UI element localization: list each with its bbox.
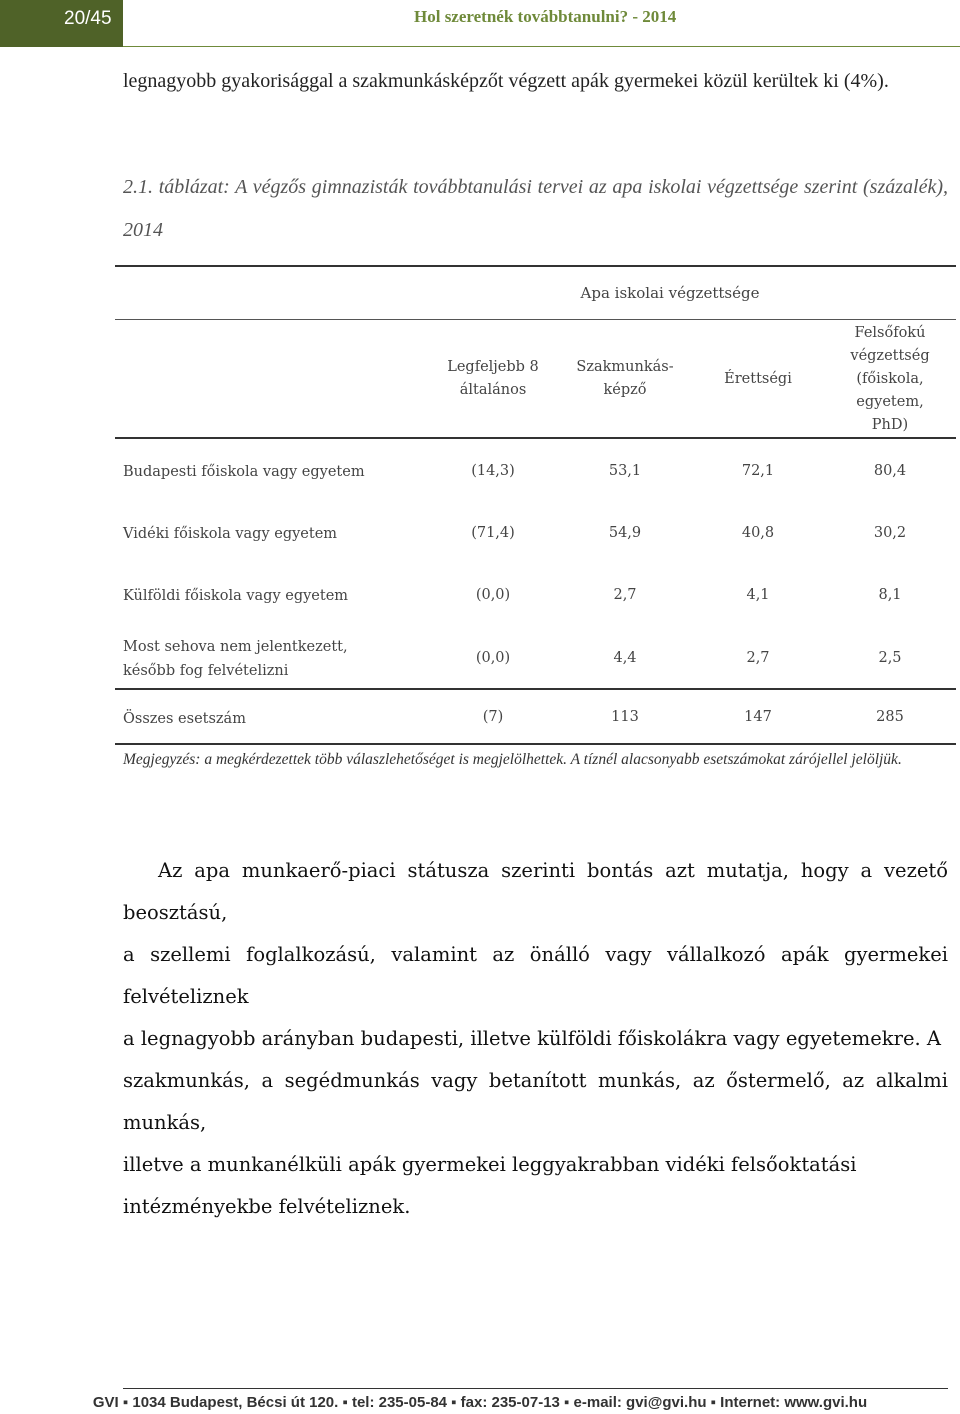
total-top-rule (115, 688, 956, 690)
col-header-higher: Felsőfokú végzettség (főiskola, egyetem, PhD) (850, 325, 930, 433)
intro-text: legnagyobb gyakorisággal a szakmunkásképzőt végzett apák gyermekei közül kerültek ki (4%). (123, 70, 889, 92)
col-header-secondary: Érettségi (724, 371, 792, 387)
header-bottom-rule (115, 437, 956, 439)
cell: 40,8 (741, 525, 775, 541)
row-label-kulfold: Külföldi főiskola vagy egyetem (123, 588, 349, 604)
group-rule (115, 319, 956, 320)
cell: 80,4 (873, 463, 907, 479)
cell: (71,4) (471, 525, 515, 541)
paragraph-line: szakmunkás, a segédmunkás vagy betanított munkás, az őstermelő, az alkalmi munkás, (123, 1069, 948, 1134)
header-rule (123, 46, 960, 47)
page-number: 20/45 (0, 0, 123, 47)
paragraph-line: a szellemi foglalkozású, valamint az önálló vagy vállalkozó apák gyermekei felvételiznek (123, 943, 948, 1008)
cell: 4,4 (613, 650, 637, 666)
table-caption: 2.1. táblázat: A végzős gimnazisták továbbtanulási tervei az apa iskolai végzettsége szerint (százalék), 2014 (123, 176, 948, 241)
cell: (14,3) (471, 463, 515, 479)
header-title: Hol szeretnék továbbtanulni? - 2014 (414, 7, 677, 26)
row-label-budapest: Budapesti főiskola vagy egyetem (123, 464, 365, 480)
col-header-vocational: Szakmunkás- képző (576, 359, 674, 398)
footer-rule (123, 1388, 948, 1389)
row-label-videk: Vidéki főiskola vagy egyetem (123, 526, 338, 542)
data-table: Apa iskolai végzettsége Legfeljebb 8 általános Szakmunkás- képző Érettségi Felsőfokú végzettség (főiskola, egyetem, PhD) Budapesti főiskola vagy egyetem (14,3) 53,1 72,1 80,4 Vidéki főiskola vagy egyetem (71,4) 54,9 40,8 30,2 Külföldi főiskola vagy egyetem (0,0) 2,7 4,1 8,1 Most sehova nem jelentkezett, később fog felvételizni (0,0) 4,4 2,7 2,5 Összes esetszám (7) 113 147 285 (115, 265, 956, 745)
cell: 30,2 (873, 525, 907, 541)
cell: 147 (744, 709, 772, 725)
paragraph-line: illetve a munkanélküli apák gyermekei leggyakrabban vidéki felsőoktatási (123, 1153, 857, 1176)
paragraph-line: intézményekbe felvételiznek. (123, 1195, 411, 1218)
cell: 4,1 (746, 587, 770, 603)
cell: (7) (482, 709, 504, 725)
table-bottom-rule (115, 743, 956, 745)
cell: (0,0) (475, 650, 511, 666)
cell: 2,5 (878, 650, 902, 666)
cell: 113 (611, 709, 639, 725)
cell: 8,1 (878, 587, 902, 603)
paragraph-line: Az apa munkaerő-piaci státusza szerinti bontás azt mutatja, hogy a vezető beosztású, (123, 859, 948, 924)
cell: 2,7 (746, 650, 770, 666)
table-note: Megjegyzés: a megkérdezettek több válaszlehetőséget is megjelölhettek. A tíznél alacsonyabb esetszámokat zárójellel jelöljük. (123, 751, 902, 768)
row-label-later: Most sehova nem jelentkezett, később fog felvételizni (123, 639, 348, 679)
table-top-rule (115, 265, 956, 267)
cell: 72,1 (741, 463, 775, 479)
cell: (0,0) (475, 587, 511, 603)
cell: 285 (876, 709, 904, 725)
cell: 54,9 (608, 525, 642, 541)
col-header-elementary: Legfeljebb 8 általános (447, 359, 539, 398)
body-paragraph (123, 850, 948, 1228)
cell: 2,7 (613, 587, 637, 603)
row-label-total: Összes esetszám (123, 711, 246, 727)
paragraph-line: a legnagyobb arányban budapesti, illetve külföldi főiskolákra vagy egyetemekre. A (123, 1027, 941, 1050)
footer: GVI ▪ 1034 Budapest, Bécsi út 120. ▪ tel: 235-05-84 ▪ fax: 235-07-13 ▪ e-mail: gvi@gvi.hu ▪ Internet: www.gvi.hu (92, 1394, 868, 1411)
cell: 53,1 (608, 463, 642, 479)
